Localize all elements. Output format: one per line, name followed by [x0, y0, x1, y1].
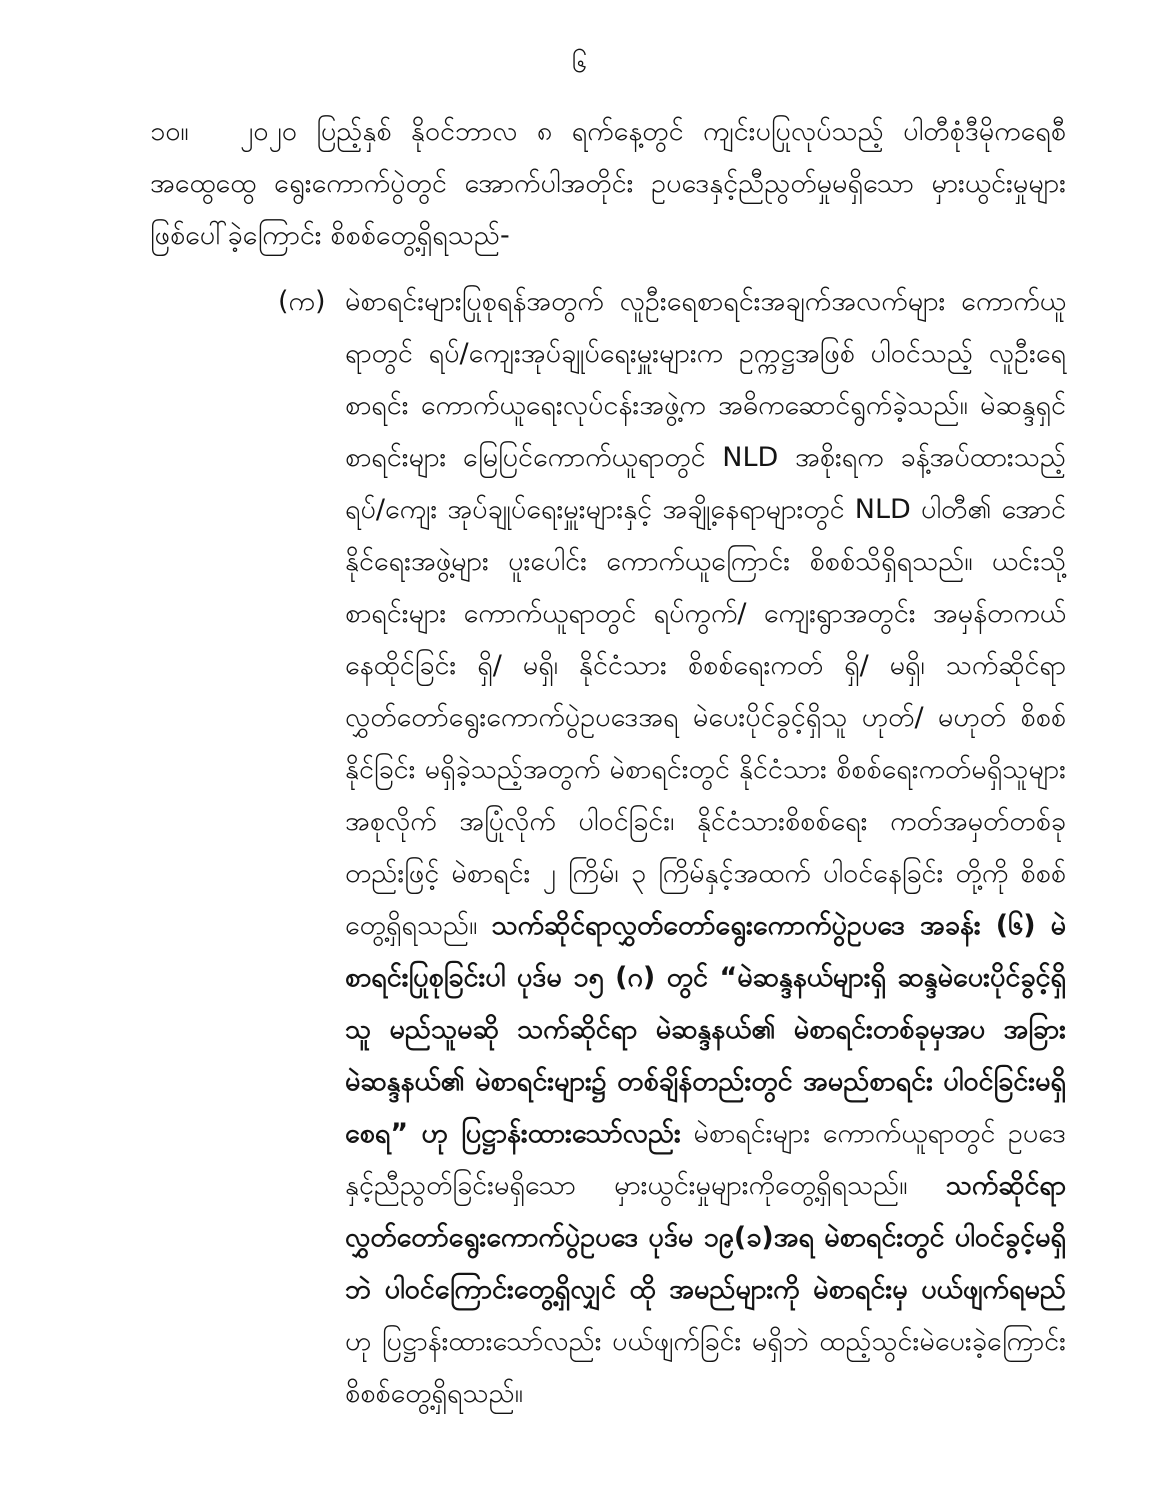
bold-text-segment: သက်ဆိုင်ရာ လွှတ်တော်ရွေးကောက်ပွဲဥပဒေ ပုဒ်မ ၁၉(ခ)အရ မဲစာရင်းတွင် ပါဝင်ခွင့်မရှိဘဲ ပါဝင်ကြောင်းတွေ့ရှိလျှင် ထို အမည်များကို မဲစာရင်းမှ ပယ်ဖျက်ရမည် — [345, 1170, 1066, 1305]
paragraph-10-text: ၂၀၂၀ ပြည့်နှစ် နိုဝင်ဘာလ ၈ ရက်နေ့တွင် ကျင်းပပြုလုပ်သည့် ပါတီစုံဒီမိုကရေစီအထွေထွေ ရွေးကောက်ပွဲတွင် အောက်ပါအတိုင်း ဥပဒေနှင့်ညီညွတ်မှုမရှိသော မှားယွင်းမှုများ ဖြစ်ပေါ်ခဲ့ကြောင်း စိစစ်တွေ့ရှိရသည်- — [150, 116, 1066, 251]
paragraph-10-number: ၁၀။ — [150, 116, 189, 147]
text-segment: မဲစာရင်းများပြုစုရန်အတွက် လူဦးရေစာရင်းအချက်အလက်များ ကောက်ယူရာတွင် ရပ်/ကျေးအုပ်ချုပ်ရေးမှူးများက ဥက္ကဋ္ဌအဖြစ် ပါဝင်သည့် လူဦးရေစာရင်း ကောက်ယူရေးလုပ်ငန်းအဖွဲ့က အဓိကဆောင်ရွက်ခဲ့သည်။ မဲဆန္ဒရှင်စာရင်းများ မြေပြင်ကောက်ယူရာတွင် NLD အစိုးရက ခန့်အပ်ထားသည့် ရပ်/ကျေး အုပ်ချုပ်ရေးမှူးများနှင့် အချို့နေရာများတွင် NLD ပါတီ၏ အောင်နိုင်ရေးအဖွဲ့များ ပူးပေါင်း ကောက်ယူကြောင်း စိစစ်သိရှိရသည်။ ယင်းသို့ စာရင်းများ ကောက်ယူရာတွင် ရပ်ကွက်/ ကျေးရွာအတွင်း အမှန်တကယ်နေထိုင်ခြင်း ရှိ/ မရှိ၊ နိုင်ငံသား စိစစ်ရေးကတ် ရှိ/ မရှိ၊ သက်ဆိုင်ရာ လွှတ်တော်ရွေးကောက်ပွဲဥပဒေအရ မဲပေးပိုင်ခွင့်ရှိသူ ဟုတ်/ မဟုတ် စိစစ်နိုင်ခြင်း မရှိခဲ့သည့်အတွက် မဲစာရင်းတွင် နိုင်ငံသား စိစစ်ရေးကတ်မရှိသူများ အစုလိုက် အပြုံလိုက် ပါဝင်ခြင်း၊ နိုင်ငံသားစိစစ်ရေး ကတ်အမှတ်တစ်ခုတည်းဖြင့် မဲစာရင်း ၂ ကြိမ်၊ ၃ ကြိမ်နှင့်အထက် ပါဝင်နေခြင်း တို့ကို စိစစ်တွေ့ရှိရသည်။ — [345, 286, 1066, 941]
list-item-ka-label: (က) — [278, 286, 326, 317]
text-segment: ဟု ပြဋ္ဌာန်းထားသော်လည်း ပယ်ဖျက်ခြင်း မရှိဘဲ ထည့်သွင်းမဲပေးခဲ့ကြောင်း စိစစ်တွေ့ရှိရသည်။ — [345, 1326, 1066, 1409]
bold-text-segment: သက်ဆိုင်ရာလွှတ်တော်ရွေးကောက်ပွဲဥပဒေ အခန်း (၆) မဲစာရင်းပြုစုခြင်းပါ ပုဒ်မ ၁၅ (ဂ) တွင် “မဲဆန္ဒနယ်များရှိ ဆန္ဒမဲပေးပိုင်ခွင့်ရှိသူ မည်သူမဆို သက်ဆိုင်ရာ မဲဆန္ဒနယ်၏ မဲစာရင်းတစ်ခုမှအပ အခြားမဲဆန္ဒနယ်၏ မဲစာရင်းများ၌ တစ်ချိန်တည်းတွင် အမည်စာရင်း ပါဝင်ခြင်းမရှိစေရ” ဟု ပြဋ္ဌာန်းထားသော်လည်း — [345, 910, 1066, 1149]
list-item-ka-text — [345, 276, 1066, 1420]
list-item-ka — [278, 276, 1066, 1420]
text-segment: မဲစာရင်းများ ကောက်ယူရာတွင် ဥပဒေနှင့်ညီညွတ်ခြင်းမရှိသော မှားယွင်းမှုများကိုတွေ့ရှိရသည်။ — [345, 1118, 1066, 1201]
paragraph-10 — [150, 106, 1066, 262]
page-number: ၆ — [571, 48, 588, 79]
